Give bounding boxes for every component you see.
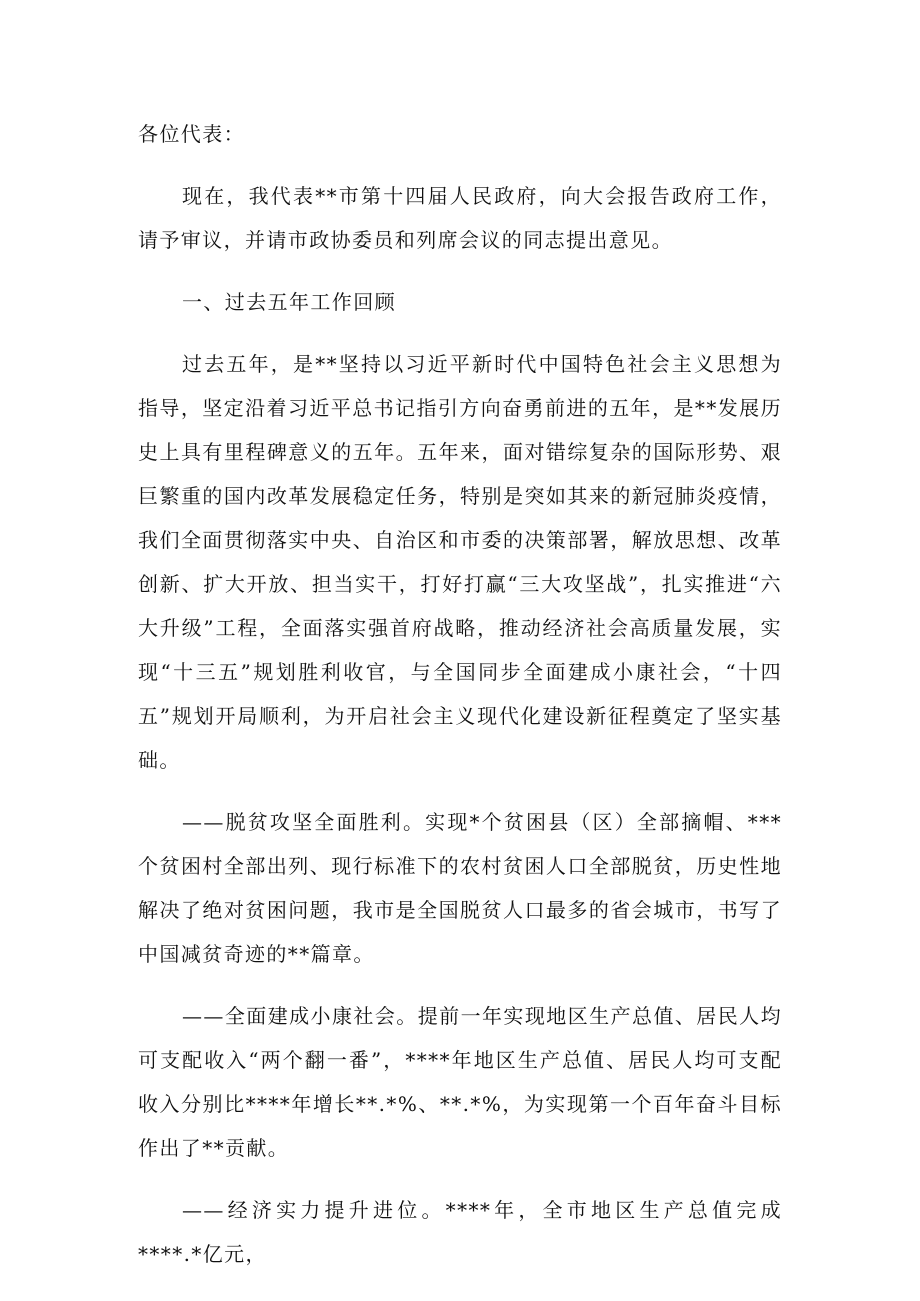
salutation: 各位代表： [138,122,245,146]
opening-paragraph: 现在，我代表**市第十四届人民政府，向大会报告政府工作，请予审议，并请市政协委员和列席会议的同志提出意见。 [138,184,782,252]
economy-paragraph: ——经济实力提升进位。****年，全市地区生产总值完成****.*亿元， [138,1198,782,1266]
section-heading: 一、过去五年工作回顾 [182,290,396,314]
prosperity-paragraph: ——全面建成小康社会。提前一年实现地区生产总值、居民人均可支配收入“两个翻一番”，****年地区生产总值、居民人均可支配收入分别比****年增长**.*%、**.*%，为实现第一个百年奋斗目标作出了**贡献。 [138,1004,782,1160]
poverty-paragraph: ——脱贫攻坚全面胜利。实现*个贫困县（区）全部摘帽、***个贫困村全部出列、现行标准下的农村贫困人口全部脱贫，历史性地解决了绝对贫困问题，我市是全国脱贫人口最多的省会城市，书写了中国减贫奇迹的**篇章。 [138,810,782,966]
review-paragraph: 过去五年，是**坚持以习近平新时代中国特色社会主义思想为指导，坚定沿着习近平总书记指引方向奋勇前进的五年，是**发展历史上具有里程碑意义的五年。五年来，面对错综复杂的国际形势、艰巨繁重的国内改革发展稳定任务，特别是突如其来的新冠肺炎疫情，我们全面贯彻落实中央、自治区和市委的决策部署，解放思想、改革创新、扩大开放、担当实干，打好打赢“三大攻坚战”，扎实推进“六大升级”工程，全面落实强首府战略，推动经济社会高质量发展，实现“十三五”规划胜利收官，与全国同步全面建成小康社会，“十四五”规划开局顺利，为开启社会主义现代化建设新征程奠定了坚实基础。 [138,352,782,772]
report-body [138,112,782,1276]
